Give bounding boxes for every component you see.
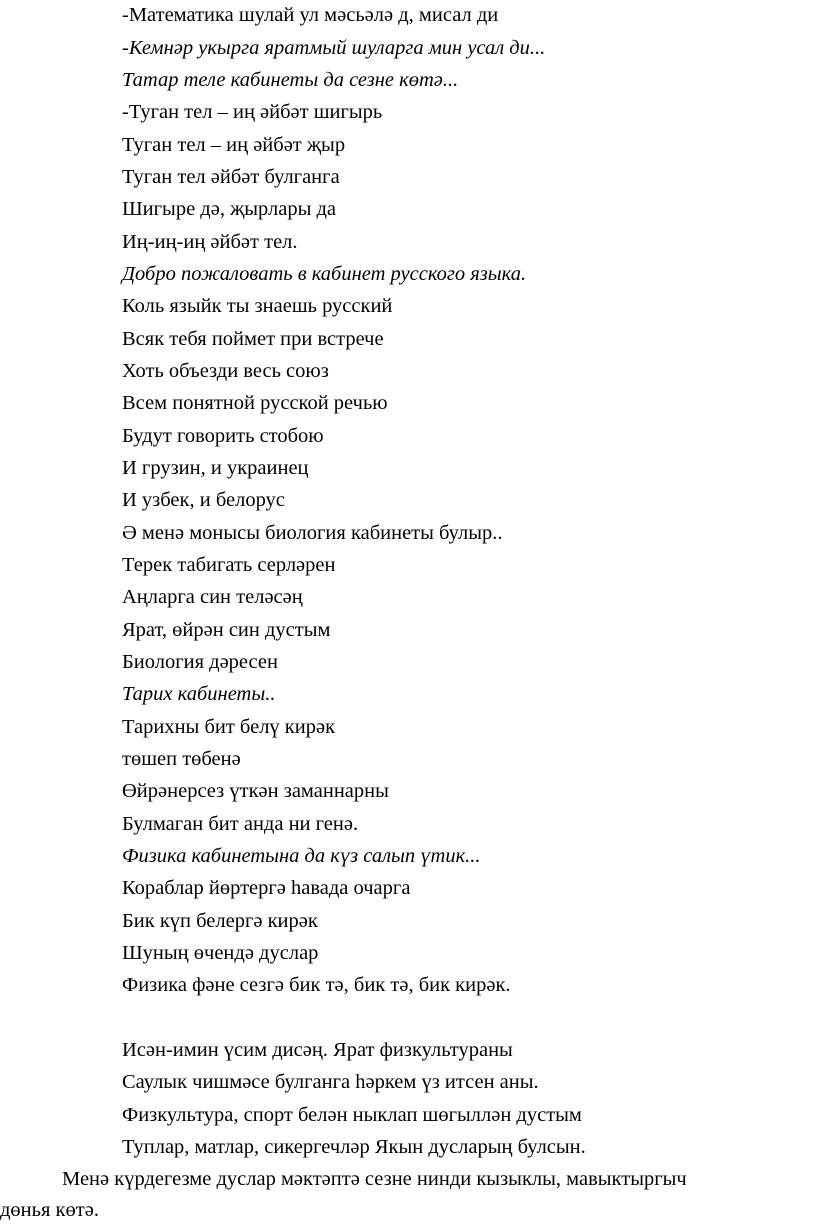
poem-line: Тарих кабинеты.. bbox=[122, 683, 276, 705]
poem-line: Шуның өчендә дуслар bbox=[122, 942, 319, 964]
poem-line: Аңларга син теләсәң bbox=[122, 586, 303, 608]
poem-line: Физика кабинетына да күз салып үтик... bbox=[122, 845, 481, 867]
poem-line: Саулык чишмәсе булганга һәркем үз итсен аны. bbox=[122, 1071, 539, 1093]
poem-line: -Кемнәр укырга яратмый шуларга мин усал ди... bbox=[122, 37, 546, 59]
poem-line: Кораблар йөртергә һавада очарга bbox=[122, 877, 411, 899]
poem-line: Всяк тебя поймет при встрече bbox=[122, 328, 384, 350]
poem-line: И узбек, и белорус bbox=[122, 489, 285, 511]
poem-line: Туган тел – иң әйбәт җыр bbox=[122, 134, 346, 156]
poem-line: Булмаган бит анда ни генә. bbox=[122, 813, 359, 835]
poem-line: Шигыре дә, җырлары да bbox=[122, 198, 337, 220]
poem-line: Физкультура, спорт белән ныклап шөгыллән дустым bbox=[122, 1104, 582, 1126]
poem-line: Биология дәресен bbox=[122, 651, 278, 673]
poem-line: Исән-имин үсим дисәң. Ярат физкультураны bbox=[122, 1039, 513, 1061]
poem-line: Туплар, матлар, сикергечләр Якын дусларың булсын. bbox=[122, 1136, 586, 1158]
poem-line: Өйрәнерсез үткән заманнарны bbox=[122, 780, 389, 802]
poem-line: Бик күп белергә кирәк bbox=[122, 910, 318, 932]
poem-line: -Туган тел – иң әйбәт шигырь bbox=[122, 101, 383, 123]
poem-line: Ә менә монысы биология кабинеты булыр.. bbox=[122, 522, 503, 544]
poem-line: Добро пожаловать в кабинет русского языка. bbox=[122, 263, 527, 285]
poem-line: Физика фәне сезгә бик тә, бик тә, бик кирәк. bbox=[122, 974, 511, 996]
closing-paragraph-line: дөнья көтә. bbox=[0, 1199, 99, 1221]
poem-line: Всем понятной русской речью bbox=[122, 392, 388, 414]
poem-line: Туган тел әйбәт булганга bbox=[122, 166, 340, 188]
poem-line: Татар теле кабинеты да сезне көтә... bbox=[122, 69, 459, 91]
poem-line: Тарихны бит белү кирәк bbox=[122, 716, 336, 738]
poem-line: төшеп төбенә bbox=[122, 748, 241, 770]
poem-line: Иң-иң-иң әйбәт тел. bbox=[122, 231, 298, 253]
poem-line: Будут говорить стобою bbox=[122, 425, 324, 447]
closing-paragraph-line: Менә күрдегезме дуслар мәктәптә сезне нинди кызыклы, мавыктыргыч bbox=[62, 1168, 687, 1190]
poem-line: Коль языйк ты знаешь русский bbox=[122, 295, 393, 317]
poem-line: И грузин, и украинец bbox=[122, 457, 309, 479]
poem-line: Ярат, өйрән син дустым bbox=[122, 619, 331, 641]
poem-line: Хоть объезди весь союз bbox=[122, 360, 329, 382]
poem-line: Терек табигать серләрен bbox=[122, 554, 336, 576]
poem-line: -Математика шулай ул мәсьәлә д, мисал ди bbox=[122, 4, 499, 26]
